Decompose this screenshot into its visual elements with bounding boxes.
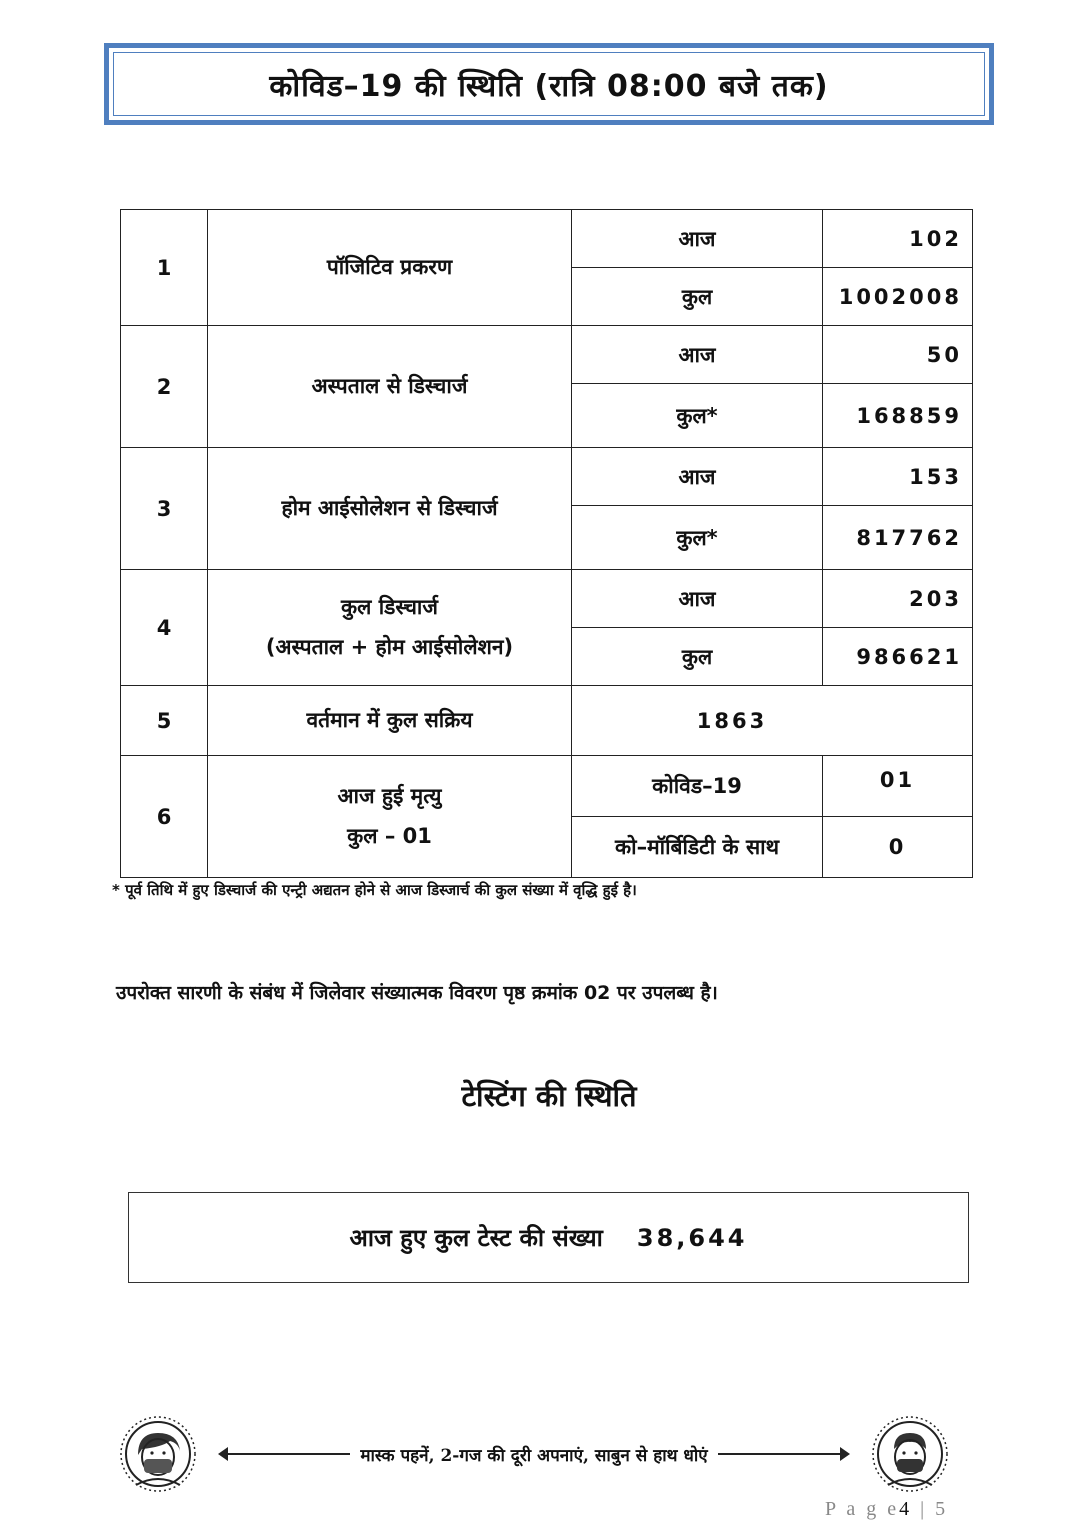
page-total: 5 [935,1498,949,1520]
footnote: * पूर्व तिथि में हुए डिस्चार्ज की एन्ट्री अद्यतन होने से आज डिस्जार्च की कुल संख्या में वृद्धि हुई है। [112,881,637,899]
sub-label: आज [572,448,823,506]
table-row [121,210,973,268]
masked-man-icon [860,1415,960,1493]
row-label: कुल डिस्चार्ज [341,594,438,619]
row-label-multi [208,756,572,878]
table-row [121,686,973,756]
reference-note: उपरोक्त सारणी के संबंध में जिलेवार संख्यात्मक विवरण पृष्ठ क्रमांक 02 पर उपलब्ध है। [116,982,718,1004]
sub-label: कुल* [572,506,823,570]
table-row [121,756,973,817]
page-label: P a g e [825,1498,900,1520]
testing-heading: टेस्टिंग की स्थिति [461,1079,637,1113]
sub-label: को–मॉर्बिडिटी के साथ [572,817,823,878]
row-number: 6 [121,756,208,878]
sub-value: 168859 [823,384,973,448]
row-label-multi [208,570,572,686]
test-count-label: आज हुए कुल टेस्ट की संख्या [349,1224,603,1252]
row-number: 4 [121,570,208,686]
sub-value: 50 [823,326,973,384]
row-label-secondary: (अस्पताल + होम आईसोलेशन) [265,634,514,659]
row-number: 2 [121,326,208,448]
arrow-right-icon [718,1453,848,1455]
page-current: 4 [899,1498,913,1520]
table-row [121,448,973,506]
table-row [121,570,973,628]
slogan-row [220,1439,848,1469]
row-label: अस्पताल से डिस्चार्ज [208,326,572,448]
sub-value: 817762 [823,506,973,570]
page-title: कोविड–19 की स्थिति (रात्रि 08:00 बजे तक) [113,52,985,116]
sub-label: कुल [572,628,823,686]
table-row [121,326,973,384]
test-count-value: 38,644 [636,1223,748,1252]
sub-value: 01 [823,756,973,817]
row-label: आज हुई मृत्यु [337,783,442,808]
slogan: मास्क पहनें, 2-गज की दूरी अपनाएं, साबुन से हाथ धोएं [360,1445,708,1466]
page-number [825,1498,948,1521]
sub-value: 102 [823,210,973,268]
row-label: होम आईसोलेशन से डिस्चार्ज [208,448,572,570]
row-label: वर्तमान में कुल सक्रिय [208,686,572,756]
row-label: पॉजिटिव प्रकरण [208,210,572,326]
test-count-box [128,1192,969,1283]
sub-label: कुल [572,268,823,326]
row-number: 5 [121,686,208,756]
sub-label: आज [572,326,823,384]
footer [108,1415,960,1495]
sub-label: कुल* [572,384,823,448]
sub-label: आज [572,210,823,268]
masked-woman-icon [108,1415,208,1493]
sub-value: 986621 [823,628,973,686]
sub-label: आज [572,570,823,628]
row-label-secondary: कुल – 01 [347,823,432,848]
arrow-left-icon [220,1453,350,1455]
sub-value: 1002008 [823,268,973,326]
sub-value: 153 [823,448,973,506]
row-number: 1 [121,210,208,326]
sub-value: 0 [823,817,973,878]
active-value: 1863 [572,686,973,756]
sub-value: 203 [823,570,973,628]
title-box [104,43,994,125]
sub-label: कोविड–19 [572,756,823,817]
row-number: 3 [121,448,208,570]
page-separator: | [912,1498,936,1520]
covid-status-table [120,209,973,878]
